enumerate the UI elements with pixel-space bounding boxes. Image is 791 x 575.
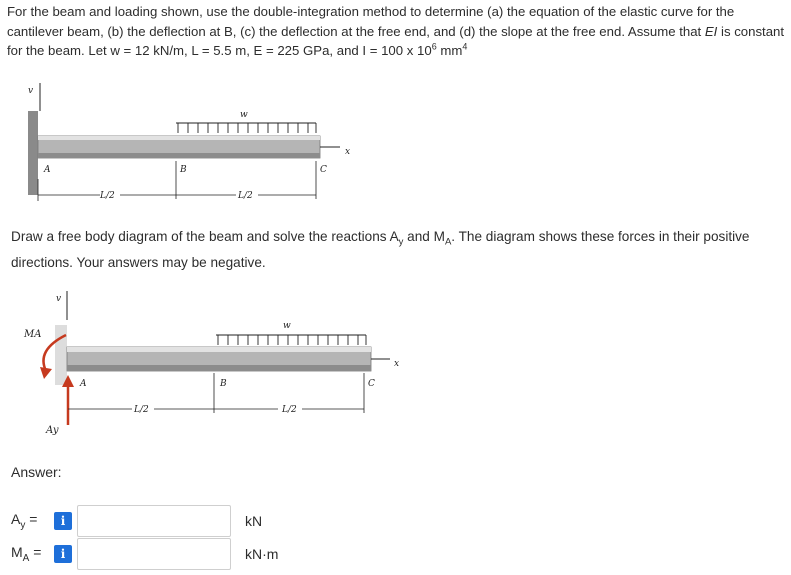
moment-arrowhead	[40, 367, 52, 379]
ay-unit: kN	[245, 513, 263, 529]
label-a: A	[44, 165, 51, 175]
ay-label: $A_y$ =	[11, 511, 38, 531]
answer-row-ay	[11, 505, 262, 537]
problem-exp-4: 4	[462, 41, 468, 52]
label-b: B	[220, 379, 227, 389]
wall	[28, 111, 38, 195]
answer-label: Answer:	[11, 464, 62, 480]
dim-label-left: L/2	[134, 405, 149, 415]
beam-figure-1	[0, 75, 400, 215]
problem-statement	[7, 2, 785, 61]
ma-label: $M_A$ =	[11, 544, 42, 564]
instructions-sub-a: A	[444, 236, 452, 248]
fbd-figure	[0, 285, 430, 455]
problem-text-2: is constant for the beam. Let w = 12 kN/m, L = 5.5 m, E = 225 GPa, and I = 100 x 10	[7, 23, 785, 59]
dim-label-left: L/2	[100, 191, 115, 201]
label-x: x	[394, 359, 400, 369]
beam-shadow	[38, 153, 320, 158]
info-icon[interactable]: i	[54, 512, 72, 530]
beam-shadow	[67, 365, 371, 371]
label-b: B	[180, 165, 187, 175]
instructions-text-1: Draw a free body diagram of the beam and solve the reactions A	[11, 229, 399, 244]
instructions-text-3: . The diagram shows these forces in their positive directions. Your answers may be negative.	[11, 229, 750, 270]
problem-ei: EI	[704, 23, 718, 39]
answer-row-ma	[11, 538, 278, 570]
label-w: w	[283, 321, 291, 331]
ma-input[interactable]	[77, 538, 231, 570]
label-c: C	[368, 379, 375, 389]
beam-highlight	[67, 347, 371, 352]
distributed-load-arrows	[178, 123, 316, 133]
distributed-load-arrows	[218, 335, 366, 345]
instructions-sub-y: y	[398, 236, 404, 248]
label-a: A	[80, 379, 87, 389]
label-w: w	[240, 110, 248, 120]
label-ma: MA	[24, 329, 42, 340]
problem-exp-6: 6	[431, 41, 437, 52]
problem-text-3: mm	[436, 43, 463, 59]
ma-unit: kN·m	[245, 546, 279, 562]
beam-highlight	[38, 136, 320, 140]
ay-input[interactable]	[77, 505, 231, 537]
wall-ghost	[55, 325, 67, 385]
label-v: v	[28, 86, 34, 96]
label-c: C	[320, 165, 327, 175]
label-v: v	[56, 294, 62, 304]
problem-text-1: For the beam and loading shown, use the double-integration method to determine (a) the equation of the elastic curve for the cantilever beam, (b) the deflection at B, (c) the deflection at the free end, and (d) the slope at the free end. Assume that	[7, 4, 735, 39]
dim-label-right: L/2	[282, 405, 297, 415]
dim-label-right: L/2	[238, 191, 253, 201]
label-ay: Ay	[46, 425, 59, 436]
info-icon[interactable]: i	[54, 545, 72, 563]
instructions	[11, 227, 786, 273]
label-x: x	[345, 147, 351, 157]
instructions-text-2: and M	[403, 229, 445, 244]
